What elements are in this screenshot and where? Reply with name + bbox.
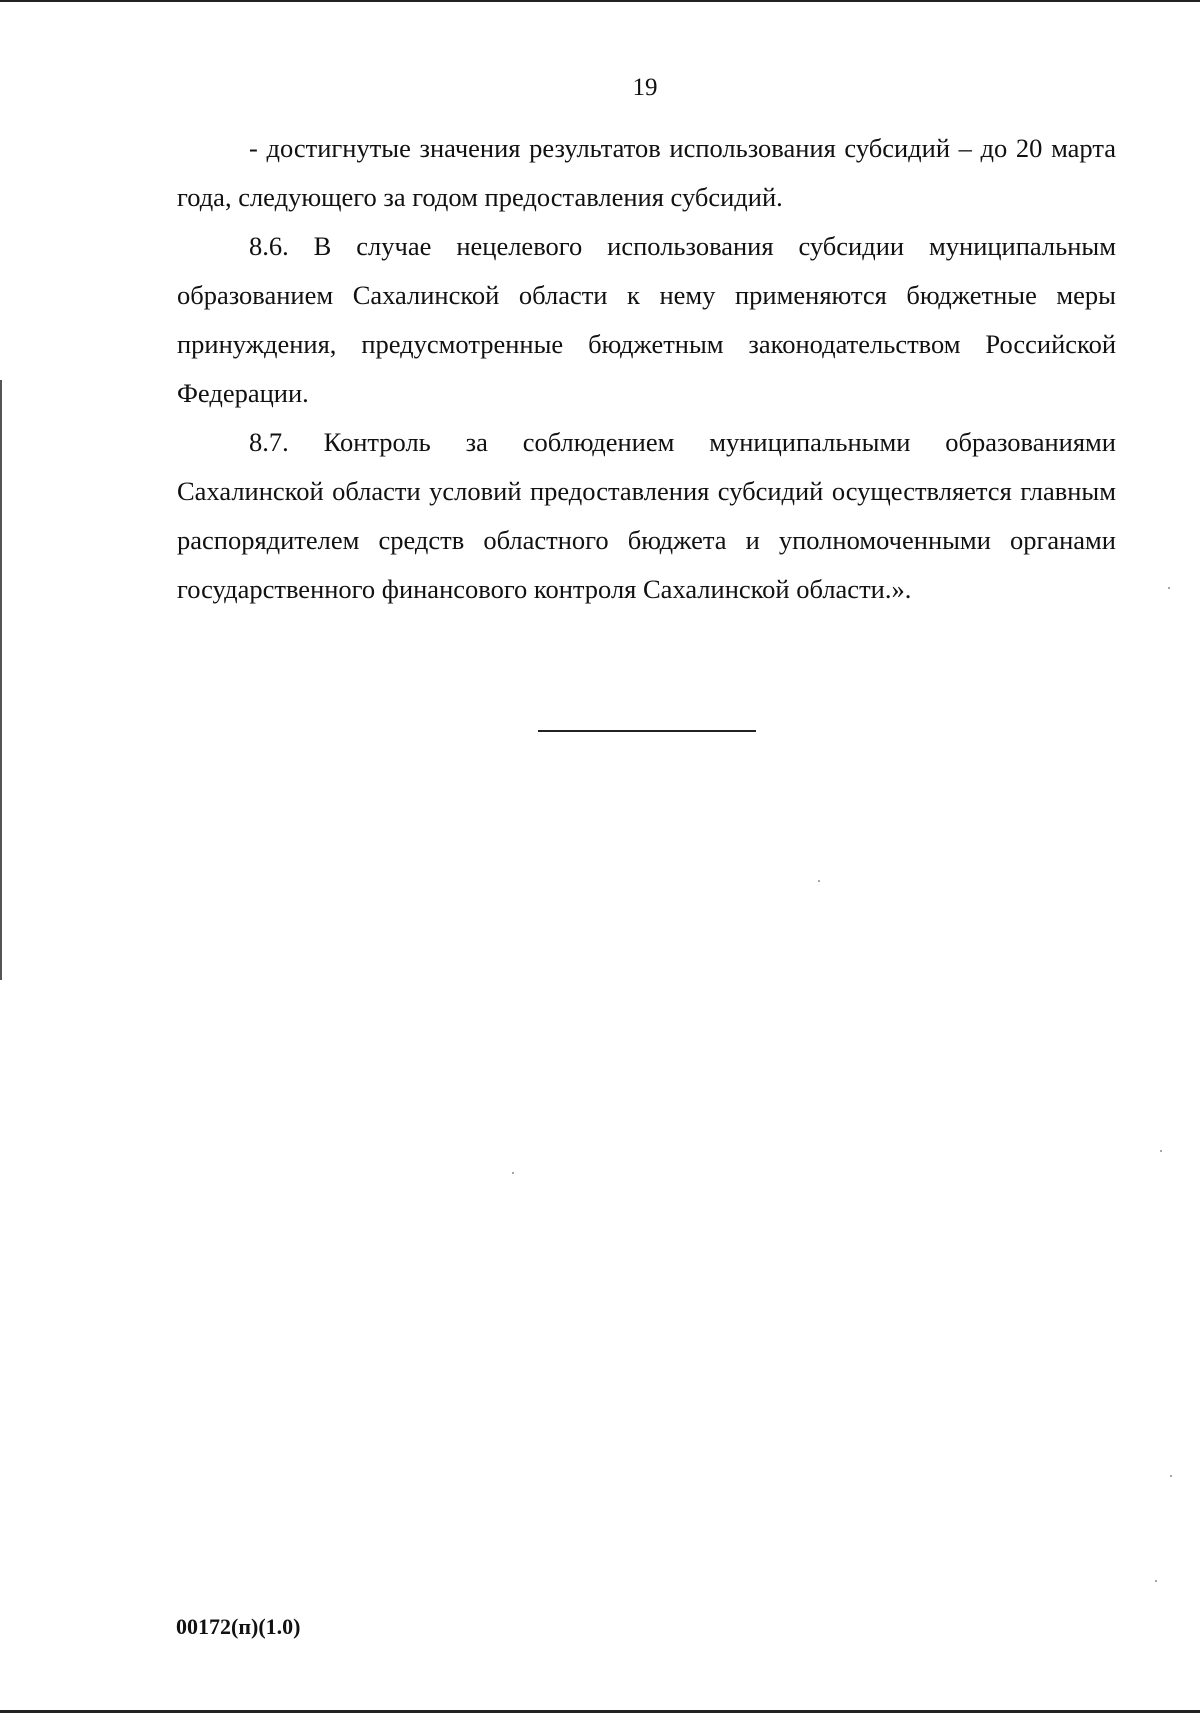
paragraph-results-deadline: - достигнутые значения результатов использования субсидий – до 20 марта года, следующего за годом предоставления субсидий. [177, 133, 1116, 212]
scan-top-border [0, 0, 1200, 2]
paragraph-8-7: 8.7. Контроль за соблюдением муниципальными образованиями Сахалинской области условий предоставления субсидий осуществляется главным распорядителем средств областного бюджета и уполномоченными органами государственного финансового контроля Сахалинской области.». [177, 427, 1116, 604]
scan-left-border [0, 380, 2, 980]
scan-speck [1155, 1580, 1157, 1582]
scan-speck [1160, 1150, 1162, 1152]
document-body [177, 124, 1116, 614]
scan-speck [512, 1172, 514, 1174]
document-code: 00172(п)(1.0) [176, 1614, 301, 1639]
scan-speck [1168, 587, 1170, 589]
scan-speck [818, 880, 820, 882]
end-separator-line [538, 730, 756, 732]
page-number: 19 [632, 74, 658, 101]
paragraph-8-6: 8.6. В случае нецелевого использования субсидии муниципальным образованием Сахалинской области к нему применяются бюджетные меры принуждения, предусмотренные бюджетным законодательством Российской Федерации. [177, 231, 1116, 408]
scan-bottom-border [0, 1710, 1200, 1713]
scan-speck [1170, 1475, 1172, 1477]
